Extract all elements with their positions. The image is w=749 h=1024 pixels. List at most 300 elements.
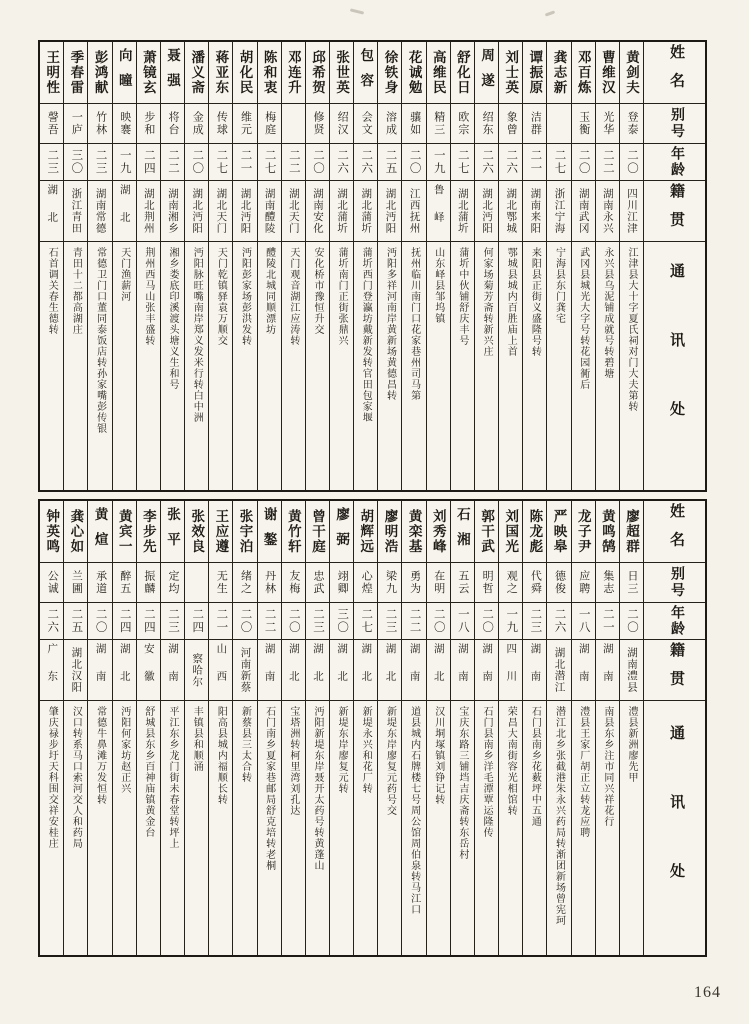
person-column — [474, 42, 498, 490]
person-name: 龚志新 — [547, 42, 570, 104]
person-name: 龙子尹 — [572, 501, 595, 563]
person-alias: 将台 — [161, 104, 184, 144]
person-native: 湖北沔阳 — [378, 181, 401, 242]
person-column — [208, 42, 232, 490]
person-name: 邱希贺 — [306, 42, 329, 104]
person-name: 陈和衷 — [258, 42, 281, 104]
person-age: 二一 — [209, 603, 232, 640]
person-column — [329, 42, 353, 490]
person-native: 湖北鄂城 — [499, 181, 522, 242]
person-address: 常德卫门口董同泰饭店转孙家嘴彭传银 — [94, 247, 106, 434]
page-number: 164 — [694, 984, 721, 1001]
person-native: 湖北 — [282, 640, 305, 701]
person-column — [63, 42, 87, 490]
person-age: 二〇 — [402, 144, 425, 181]
person-alias: 绍汉 — [330, 104, 353, 144]
person-native: 浙江青田 — [64, 181, 87, 242]
person-name: 张宇泊 — [233, 501, 256, 563]
person-native: 湖南武冈 — [572, 181, 595, 242]
person-alias: 公诚 — [40, 563, 63, 603]
person-native: 安徽 — [137, 640, 160, 701]
person-age: 二六 — [330, 144, 353, 181]
header-age: 年龄 — [644, 144, 705, 181]
person-name: 廖明浩 — [378, 501, 401, 563]
header-address: 通讯处 — [668, 262, 684, 470]
person-address: 抚州临川南门口花家巷州司马第 — [408, 247, 420, 401]
person-name: 张世英 — [330, 42, 353, 104]
person-name: 高维民 — [427, 42, 450, 104]
person-column — [257, 501, 281, 955]
person-native: 湖北天门 — [282, 181, 305, 242]
person-age: 二六 — [547, 603, 570, 640]
person-age: 二四 — [137, 144, 160, 181]
person-address: 新堤东岸廖复元转 — [336, 706, 348, 794]
person-address: 石门县南乡洋毛潭覃运隆传 — [481, 706, 493, 838]
person-native: 湖南 — [402, 640, 425, 701]
person-alias: 明哲 — [475, 563, 498, 603]
person-address: 蒲圻中伙铺舒庆丰号 — [456, 247, 468, 346]
person-age: 二五 — [378, 144, 401, 181]
person-native: 江西抚州 — [402, 181, 425, 242]
person-alias: 忠武 — [306, 563, 329, 603]
person-native: 湖南澧县 — [620, 640, 643, 701]
person-address: 沔阳彭家场彭洪发转 — [239, 247, 251, 346]
person-column — [450, 42, 474, 490]
person-age: 三〇 — [64, 144, 87, 181]
person-column — [353, 501, 377, 955]
person-age: 二六 — [475, 144, 498, 181]
person-native: 湖北汉阳 — [64, 640, 87, 701]
person-address: 青田十二都高湖庄 — [70, 247, 82, 335]
person-column — [87, 501, 111, 955]
person-alias: 勇为 — [402, 563, 425, 603]
person-age: 二〇 — [620, 144, 643, 181]
person-alias: 修贤 — [306, 104, 329, 144]
person-native: 湖北 — [113, 640, 136, 701]
person-native: 察哈尔 — [185, 640, 208, 701]
person-column — [112, 501, 136, 955]
person-native: 山西 — [209, 640, 232, 701]
person-native: 湖南 — [88, 640, 111, 701]
person-column — [401, 42, 425, 490]
person-name: 蒋亚东 — [209, 42, 232, 104]
person-name: 黄剑夫 — [620, 42, 643, 104]
person-native: 湖南 — [523, 640, 546, 701]
person-column — [377, 501, 401, 955]
person-column — [546, 501, 570, 955]
person-alias: 步和 — [137, 104, 160, 144]
person-address: 沔阳脉旺嘴南岸郑义发米行转白中洲 — [191, 247, 203, 423]
person-age: 二〇 — [572, 144, 595, 181]
person-address: 醴陵北城同顺漂坊 — [263, 247, 275, 335]
person-column — [522, 501, 546, 955]
person-column — [281, 42, 305, 490]
person-address: 永兴县乌泥铺成就号转碧塘 — [601, 247, 613, 379]
person-native: 湖南 — [572, 640, 595, 701]
header-native: 籍贯 — [644, 640, 705, 701]
person-native: 湖北 — [330, 640, 353, 701]
person-age: 三〇 — [330, 603, 353, 640]
person-name: 王应遵 — [209, 501, 232, 563]
person-name: 谭振原 — [523, 42, 546, 104]
person-native: 湖北蒲圻 — [354, 181, 377, 242]
person-column — [377, 42, 401, 490]
person-native: 四川江津 — [620, 181, 643, 242]
person-name: 胡化民 — [233, 42, 256, 104]
person-alias: 德俊 — [547, 563, 570, 603]
person-alias: 醉五 — [113, 563, 136, 603]
person-address: 肇庆禄步圩天科围交祥安桂庄 — [46, 706, 58, 849]
person-column — [184, 42, 208, 490]
person-name: 龚心如 — [64, 501, 87, 563]
person-column — [474, 501, 498, 955]
person-alias: 溶成 — [378, 104, 401, 144]
person-native: 湖北沔阳 — [185, 181, 208, 242]
person-name: 李步先 — [137, 501, 160, 563]
person-column — [571, 501, 595, 955]
person-name: 石湘 — [451, 501, 474, 563]
person-age: 二六 — [499, 144, 522, 181]
person-native: 湖南醴陵 — [258, 181, 281, 242]
person-native: 湖北 — [427, 640, 450, 701]
person-alias: 欧宗 — [451, 104, 474, 144]
person-column — [498, 501, 522, 955]
person-name: 廖弼 — [330, 501, 353, 563]
person-address: 新堤永兴和花厂转 — [360, 706, 372, 794]
person-age: 二七 — [451, 144, 474, 181]
person-age: 一九 — [499, 603, 522, 640]
person-name: 季春雷 — [64, 42, 87, 104]
person-name: 王明性 — [40, 42, 63, 104]
person-column — [208, 501, 232, 955]
header-alias: 别号 — [644, 104, 705, 144]
person-address: 湘乡娄底印溪渡头塘义生和号 — [167, 247, 179, 390]
person-native: 湖北沔阳 — [475, 181, 498, 242]
person-alias: 精三 — [427, 104, 450, 144]
person-alias: 传球 — [209, 104, 232, 144]
person-name: 黄宾一 — [113, 501, 136, 563]
person-age: 二四 — [113, 603, 136, 640]
person-age: 一九 — [427, 144, 450, 181]
person-address: 沔阳何家坊赵正兴 — [118, 706, 130, 794]
person-column — [522, 42, 546, 490]
person-column — [595, 42, 619, 490]
person-age: 二〇 — [185, 144, 208, 181]
person-native: 湖北 — [40, 181, 63, 242]
person-alias: 翊卿 — [330, 563, 353, 603]
person-alias: 登泰 — [620, 104, 643, 144]
person-name: 钟英鸣 — [40, 501, 63, 563]
person-address: 石门南乡夏家巷邮局舒克培转老桐 — [263, 706, 275, 871]
person-column — [498, 42, 522, 490]
person-alias: 振麟 — [137, 563, 160, 603]
person-name: 聂强 — [161, 42, 184, 104]
person-native: 湖南 — [475, 640, 498, 701]
person-address: 常德牛鼻滩万发恒转 — [94, 706, 106, 805]
person-name: 彭鸿献 — [88, 42, 111, 104]
person-address: 澧县王家厂胡正立转龙应聘 — [577, 706, 589, 838]
person-alias: 金成 — [185, 104, 208, 144]
person-address: 新蔡县三太合转 — [239, 706, 251, 783]
person-address: 汉川垌塚镇刘铮记转 — [432, 706, 444, 805]
person-name: 胡辉远 — [354, 501, 377, 563]
person-column — [160, 501, 184, 955]
person-address: 潜江北乡张截港朱永兴药局转渐团新场曾宪珂 — [553, 706, 565, 926]
person-age: 二二 — [596, 144, 619, 181]
person-age: 二二 — [402, 603, 425, 640]
person-alias: 梅庭 — [258, 104, 281, 144]
person-native: 湖北 — [354, 640, 377, 701]
person-native: 湖北 — [306, 640, 329, 701]
person-alias: 承道 — [88, 563, 111, 603]
person-alias — [185, 563, 208, 603]
person-native: 湖北潜江 — [547, 640, 570, 701]
person-alias: 日三 — [620, 563, 643, 603]
person-age: 二一 — [233, 144, 256, 181]
person-native: 湖南常德 — [88, 181, 111, 242]
person-address: 江津县大十字夏氏祠对门大夫第转 — [626, 247, 637, 412]
person-column — [40, 42, 63, 490]
person-address: 新堤东岸廖复元药号交 — [384, 706, 396, 816]
person-alias: 定均 — [161, 563, 184, 603]
person-age: 二四 — [185, 603, 208, 640]
person-native: 湖北荆州 — [137, 181, 160, 242]
person-alias: 玉衡 — [572, 104, 595, 144]
pencil-mark — [350, 8, 364, 14]
person-address: 舒城县东乡百神庙镇黄金台 — [142, 706, 154, 838]
person-alias: 无生 — [209, 563, 232, 603]
person-address: 丰镇县和顺涌 — [191, 706, 203, 772]
person-address: 南县东乡注市同兴祥花行 — [601, 706, 613, 827]
person-address: 安化桥市豫恒升交 — [311, 247, 323, 335]
person-column — [257, 42, 281, 490]
person-address: 蒲圻西门登瀛坊戴新发转官田包家堰 — [360, 247, 372, 423]
header-column — [643, 501, 705, 955]
person-column — [281, 501, 305, 955]
person-native: 广东 — [40, 640, 63, 701]
person-alias: 丹林 — [258, 563, 281, 603]
person-name: 刘国光 — [499, 501, 522, 563]
person-column — [232, 501, 256, 955]
person-age: 二〇 — [282, 603, 305, 640]
person-name: 徐铁身 — [378, 42, 401, 104]
person-column — [619, 501, 643, 955]
person-name: 刘士英 — [499, 42, 522, 104]
person-address: 宁海县东门龚宅 — [553, 247, 565, 324]
person-alias: 竹林 — [88, 104, 111, 144]
person-age: 二〇 — [620, 603, 643, 640]
person-age: 二一 — [596, 603, 619, 640]
header-address: 通讯处 — [668, 724, 684, 932]
person-column — [546, 42, 570, 490]
person-age: 二〇 — [306, 144, 329, 181]
person-age: 二五 — [64, 603, 87, 640]
person-age: 二二 — [258, 603, 281, 640]
person-name: 向曈 — [113, 42, 136, 104]
person-age: 二〇 — [88, 603, 111, 640]
person-native: 湖南 — [258, 640, 281, 701]
person-column — [160, 42, 184, 490]
person-column — [450, 501, 474, 955]
person-address: 平江东乡龙门街未春堂转坪上 — [167, 706, 179, 849]
person-column — [401, 501, 425, 955]
person-alias: 观之 — [499, 563, 522, 603]
person-age: 二四 — [137, 603, 160, 640]
person-address: 宝塔洲转柯里湾刘孔达 — [287, 706, 299, 816]
person-name: 包容 — [354, 42, 377, 104]
person-column — [136, 501, 160, 955]
person-age: 一八 — [572, 603, 595, 640]
person-native: 湖南 — [596, 640, 619, 701]
person-age: 二三 — [161, 603, 184, 640]
person-name: 张平 — [161, 501, 184, 563]
person-age: 二〇 — [233, 603, 256, 640]
person-native: 湖南安化 — [306, 181, 329, 242]
person-native: 湖北 — [113, 181, 136, 242]
person-age: 二六 — [354, 144, 377, 181]
person-alias: 绪之 — [233, 563, 256, 603]
person-alias — [547, 104, 570, 144]
person-age: 二二 — [161, 144, 184, 181]
person-name: 陈龙彪 — [523, 501, 546, 563]
person-alias: 謦吾 — [40, 104, 63, 144]
person-column — [426, 42, 450, 490]
person-age: 二三 — [88, 144, 111, 181]
pencil-mark — [545, 10, 555, 16]
person-native: 湖北天门 — [209, 181, 232, 242]
person-address: 道县城内石牌楼七号周公馆周伯泉转马江口 — [408, 706, 420, 915]
person-name: 严映皋 — [547, 501, 570, 563]
person-alias: 梁九 — [378, 563, 401, 603]
person-address: 天门乾镇驿袁万顺交 — [215, 247, 227, 346]
person-name: 谢鏊 — [258, 501, 281, 563]
person-alias — [282, 104, 305, 144]
person-name: 邓连升 — [282, 42, 305, 104]
person-address: 汉口转系马口索河交人和药局 — [70, 706, 82, 849]
person-address: 蒲圻南门正街张鼎兴 — [336, 247, 348, 346]
person-age: 二七 — [209, 144, 232, 181]
person-alias: 在明 — [427, 563, 450, 603]
person-alias: 骧如 — [402, 104, 425, 144]
person-address: 山东峄县邹坞镇 — [432, 247, 444, 324]
person-native: 湖南 — [451, 640, 474, 701]
person-column — [87, 42, 111, 490]
person-address: 石首调关春生德转 — [46, 247, 58, 335]
person-native: 湖南来阳 — [523, 181, 546, 242]
person-name: 黄煊 — [88, 501, 111, 563]
person-column — [595, 501, 619, 955]
person-native: 四川 — [499, 640, 522, 701]
person-column — [305, 501, 329, 955]
person-alias: 绍东 — [475, 104, 498, 144]
header-native: 籍贯 — [644, 181, 705, 242]
person-native: 湖北 — [378, 640, 401, 701]
person-age: 一九 — [113, 144, 136, 181]
person-age: 二三 — [523, 603, 546, 640]
person-column — [112, 42, 136, 490]
person-address: 来阳县正街义盛隆号转 — [529, 247, 541, 357]
header-age: 年龄 — [644, 603, 705, 640]
person-column — [329, 501, 353, 955]
person-name: 潘义斋 — [185, 42, 208, 104]
person-name: 周遂 — [475, 42, 498, 104]
person-age: 二二 — [282, 144, 305, 181]
person-column — [571, 42, 595, 490]
person-alias: 应聘 — [572, 563, 595, 603]
person-alias: 心煌 — [354, 563, 377, 603]
person-age: 二三 — [40, 144, 63, 181]
person-name: 花诚勉 — [402, 42, 425, 104]
person-name: 刘秀峰 — [427, 501, 450, 563]
person-name: 邓百炼 — [572, 42, 595, 104]
person-address: 天门渔薪河 — [118, 247, 130, 302]
person-age: 二六 — [40, 603, 63, 640]
person-alias: 洁群 — [523, 104, 546, 144]
person-column — [353, 42, 377, 490]
person-address: 鄂城县城内百胜庙上首 — [505, 247, 517, 357]
person-age: 二七 — [258, 144, 281, 181]
person-native: 浙江宁海 — [547, 181, 570, 242]
person-column — [63, 501, 87, 955]
person-alias: 象曾 — [499, 104, 522, 144]
header-name: 姓名 — [644, 42, 705, 104]
person-address: 荣昌大南街容光相馆转 — [505, 706, 517, 816]
person-alias: 光华 — [596, 104, 619, 144]
person-name: 黄栾基 — [402, 501, 425, 563]
person-column — [184, 501, 208, 955]
header-alias: 别号 — [644, 563, 705, 603]
person-alias: 代舜 — [523, 563, 546, 603]
person-address: 沔阳新堤东岸聂开太药号转黄蓬山 — [311, 706, 323, 871]
person-address: 阳高县城内福顺长转 — [215, 706, 227, 805]
person-alias: 五云 — [451, 563, 474, 603]
person-column — [40, 501, 63, 955]
person-native: 湖南 — [161, 640, 184, 701]
person-age: 二三 — [378, 603, 401, 640]
directory-table-top — [38, 40, 707, 492]
person-address: 沔阳多祥河南岸黄新场黄德昌转 — [384, 247, 396, 401]
person-age: 二七 — [354, 603, 377, 640]
person-age: 二〇 — [427, 603, 450, 640]
person-age: 一八 — [451, 603, 474, 640]
person-native: 河南新蔡 — [233, 640, 256, 701]
person-age: 二〇 — [475, 603, 498, 640]
person-native: 湖南湘乡 — [161, 181, 184, 242]
person-name: 张效良 — [185, 501, 208, 563]
header-name: 姓名 — [644, 501, 705, 563]
person-column — [305, 42, 329, 490]
person-address: 何家场菊芳斋转新兴庄 — [481, 247, 493, 357]
header-column — [643, 42, 705, 490]
person-age: 二七 — [547, 144, 570, 181]
person-age: 二三 — [306, 603, 329, 640]
person-native: 鲁峄 — [427, 181, 450, 242]
person-name: 舒化日 — [451, 42, 474, 104]
person-name: 曹维汉 — [596, 42, 619, 104]
person-alias: 友梅 — [282, 563, 305, 603]
person-native: 湖北蒲圻 — [451, 181, 474, 242]
person-alias: 映褰 — [113, 104, 136, 144]
person-name: 黄竹轩 — [282, 501, 305, 563]
person-native: 湖北沔阳 — [233, 181, 256, 242]
person-column — [232, 42, 256, 490]
person-alias: 会文 — [354, 104, 377, 144]
person-alias: 兰圃 — [64, 563, 87, 603]
person-address: 宝庆东路三铺垱吉庆斋转东岳村 — [456, 706, 468, 860]
directory-table-bottom — [38, 499, 707, 957]
person-address: 澧县新洲廖先甲 — [626, 706, 637, 783]
person-name: 萧镜玄 — [137, 42, 160, 104]
